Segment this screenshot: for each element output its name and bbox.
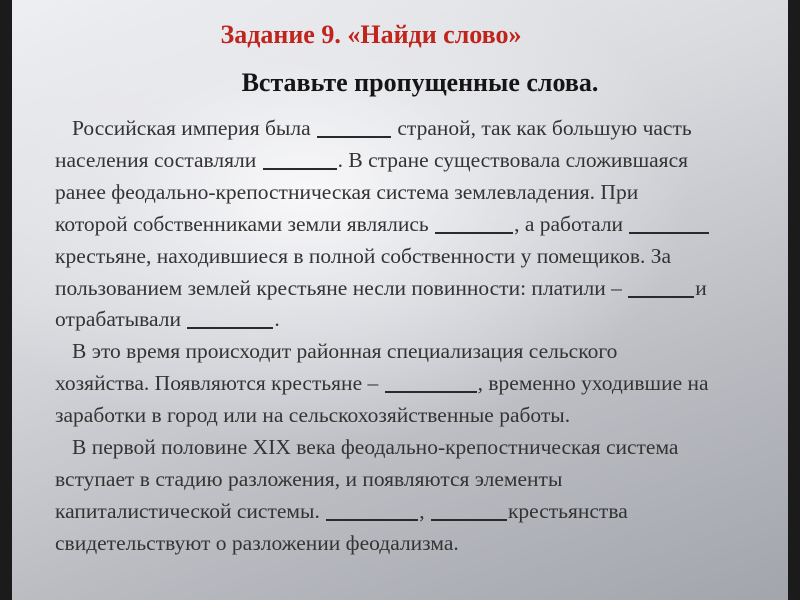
text-line [55,304,788,336]
answer-blank [385,370,477,394]
answer-blank [317,115,391,139]
text-segment: Российская империя была [72,116,316,140]
text-line [55,400,788,432]
slide-title: Задание 9. «Найди слово» [220,20,522,49]
text-segment: свидетельствуют о разложении феодализма. [55,530,459,555]
text-segment: заработки в город или на сельскохозяйственные работы. [55,403,571,428]
text-segment: крестьянства [507,498,628,523]
text-line [55,432,788,464]
text-segment: ранее феодально-крепостническая система землевладения. При [55,179,639,204]
text-segment: , временно уходившие на [477,371,709,396]
text-line [55,273,788,305]
text-line [55,528,788,560]
text-segment: , [419,498,430,523]
text-line [55,336,788,368]
text-segment: вступает в стадию разложения, и появляются элементы [55,466,563,491]
answer-blank [431,497,507,521]
text-segment: В это время происходит районная специализация сельского [72,339,618,364]
text-segment: хозяйства. Появляются крестьяне – [55,371,384,396]
text-segment: которой собственниками земли являлись [55,211,435,236]
text-line [55,209,788,241]
answer-blank [628,274,694,298]
text-line [55,177,788,209]
answer-blank [326,497,418,521]
text-segment: капиталистической системы. [55,498,326,523]
text-segment: . [274,307,280,332]
text-segment: , а работали [514,211,629,236]
text-line [55,496,788,528]
answer-blank [263,146,337,170]
answer-blank [629,210,709,234]
text-segment: . В стране существовала сложившаяся [337,147,689,172]
text-line [55,368,788,400]
text-segment: страной, так как большую часть [392,116,692,140]
text-line [55,113,788,145]
text-segment: крестьяне, находившиеся в полной собственности у помещиков. За [55,243,672,268]
text-segment: пользованием землей крестьяне несли повинности: платили – [55,275,628,300]
answer-blank [187,306,273,330]
slide [12,0,788,600]
text-segment: и [695,275,707,300]
task-text [55,113,788,560]
text-line [55,464,788,496]
text-line [55,241,788,273]
answer-blank [435,210,513,234]
text-segment: отрабатывали [55,307,187,332]
slide-subtitle: Вставьте пропущенные слова. [241,68,599,97]
text-segment: В первой половине XIX века феодально-крепостническая система [72,435,679,460]
text-line [55,145,788,177]
text-segment: населения составляли [55,147,262,172]
